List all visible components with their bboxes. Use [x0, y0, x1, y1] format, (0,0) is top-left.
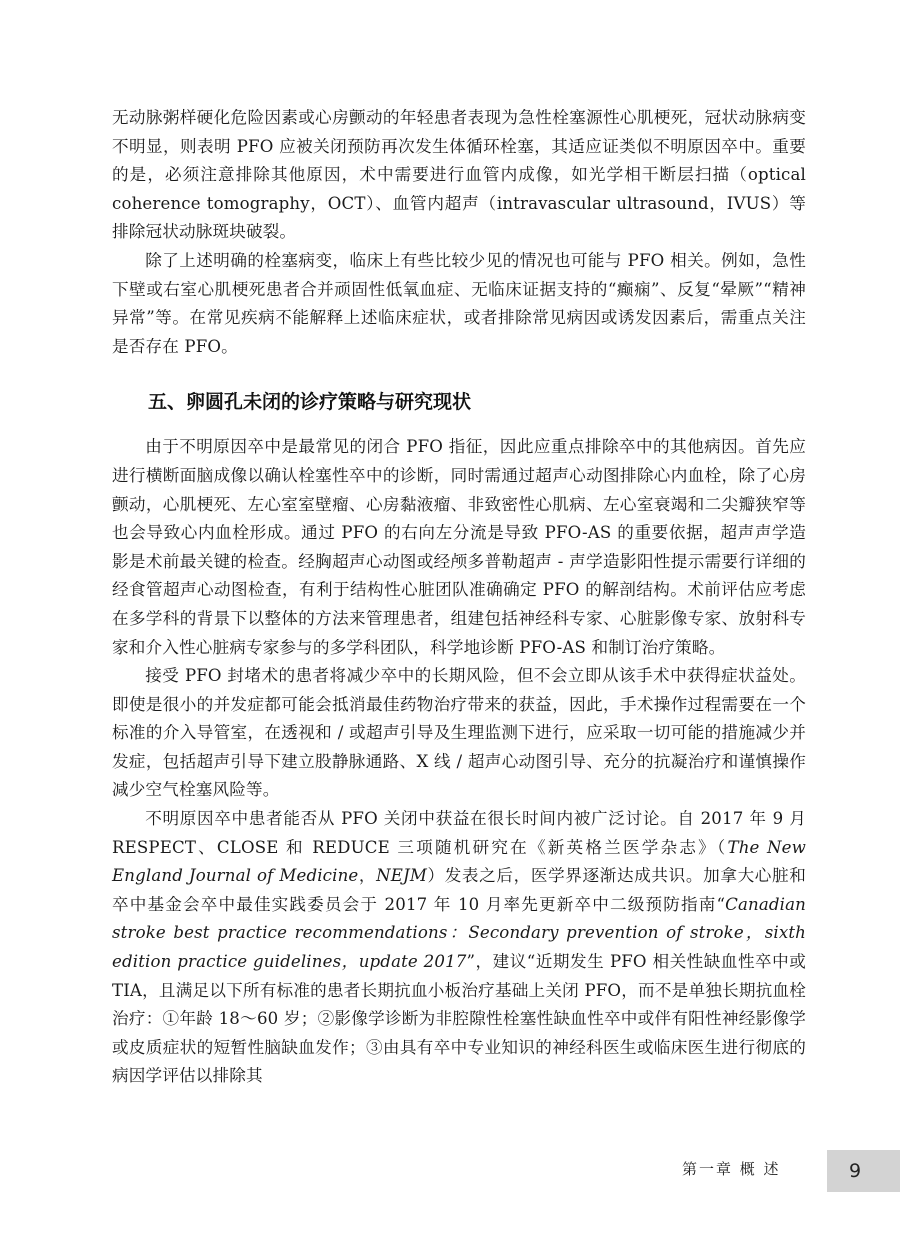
text-run: ，: [358, 866, 377, 886]
text-run: 不明原因卒中患者能否从 PFO 关闭中获益在很长时间内被广泛讨论。自 2017 年 9 月 RESPECT、CLOSE 和 REDUCE 三项随机研究在《新英格兰医学杂志》（: [112, 809, 806, 857]
text-run: ”，建议“近期发生 PFO 相关性缺血性卒中或 TIA，且满足以下所有标准的患者长期抗血小板治疗基础上关闭 PFO，而不是单独长期抗血栓治疗：①年龄 18～60 岁；②影像学诊断为非腔隙性栓塞性缺血性卒中或伴有阳性神经影像学或皮质症状的短暂性脑缺血发作；③由具有卒中专业知识的神经科医生或临床医生进行彻底的病因学评估以排除其: [112, 952, 806, 1086]
chapter-label: 第一章 概 述: [682, 1160, 781, 1178]
paragraph: 由于不明原因卒中是最常见的闭合 PFO 指征，因此应重点排除卒中的其他病因。首先应进行横断面脑成像以确认栓塞性卒中的诊断，同时需通过超声心动图排除心内血栓，除了心房颤动，心肌梗死、左心室室壁瘤、心房黏液瘤、非致密性心肌病、左心室衰竭和二尖瓣狭窄等也会导致心内血栓形成。通过 PFO 的右向左分流是导致 PFO-AS 的重要依据，超声声学造影是术前最关键的检查。经胸超声心动图或经颅多普勒超声 - 声学造影阳性提示需要行详细的经食管超声心动图检查，有利于结构性心脏团队准确确定 PFO 的解剖结构。术前评估应考虑在多学科的背景下以整体的方法来管理患者，组建包括神经科专家、心脏影像专家、放射科专家和介入性心脏病专家参与的多学科团队，科学地诊断 PFO-AS 和制订治疗策略。: [112, 437, 806, 657]
page-body: [112, 104, 806, 1091]
guideline-title: Canadian stroke best practice recommendations：Secondary prevention of stroke，sixth edition practice guidelines，update 2017: [112, 894, 806, 972]
paragraph: 除了上述明确的栓塞病变，临床上有些比较少见的情况也可能与 PFO 相关。例如，急性下壁或右室心肌梗死患者合并顽固性低氧血症、无临床证据支持的“癫痫”、反复“晕厥”“精神异常”等。在常见疾病不能解释上述临床症状，或者排除常见病因或诱发因素后，需重点关注是否存在 PFO。: [112, 250, 806, 356]
page-number: 9: [848, 1160, 862, 1182]
journal-title: The New England Journal of Medicine: [112, 837, 806, 886]
section-heading: 五、卵圆孔未闭的诊疗策略与研究现状: [148, 391, 472, 414]
paragraph: 接受 PFO 封堵术的患者将减少卒中的长期风险，但不会立即从该手术中获得症状益处。即使是很小的并发症都可能会抵消最佳药物治疗带来的获益，因此，手术操作过程需要在一个标准的介入导管室，在透视和 / 或超声引导及生理监测下进行，应采取一切可能的措施减少并发症，包括超声引导下建立股静脉通路、X 线 / 超声心动图引导、充分的抗凝治疗和谨慎操作减少空气栓塞风险等。: [112, 666, 806, 800]
text-run: ）发表之后，医学界逐渐达成共识。加拿大心脏和卒中基金会卒中最佳实践委员会于 2017 年 10 月率先更新卒中二级预防指南“: [112, 866, 806, 914]
paragraph: [112, 805, 806, 1091]
paragraph: 无动脉粥样硬化危险因素或心房颤动的年轻患者表现为急性栓塞源性心肌梗死，冠状动脉病变不明显，则表明 PFO 应被关闭预防再次发生体循环栓塞，其适应证类似不明原因卒中。重要的是，必须注意排除其他原因，术中需要进行血管内成像，如光学相干断层扫描（optical coherence tomography，OCT）、血管内超声（intravascular ultrasound，IVUS）等排除冠状动脉斑块破裂。: [112, 108, 806, 242]
journal-abbreviation: NEJM: [376, 866, 427, 886]
